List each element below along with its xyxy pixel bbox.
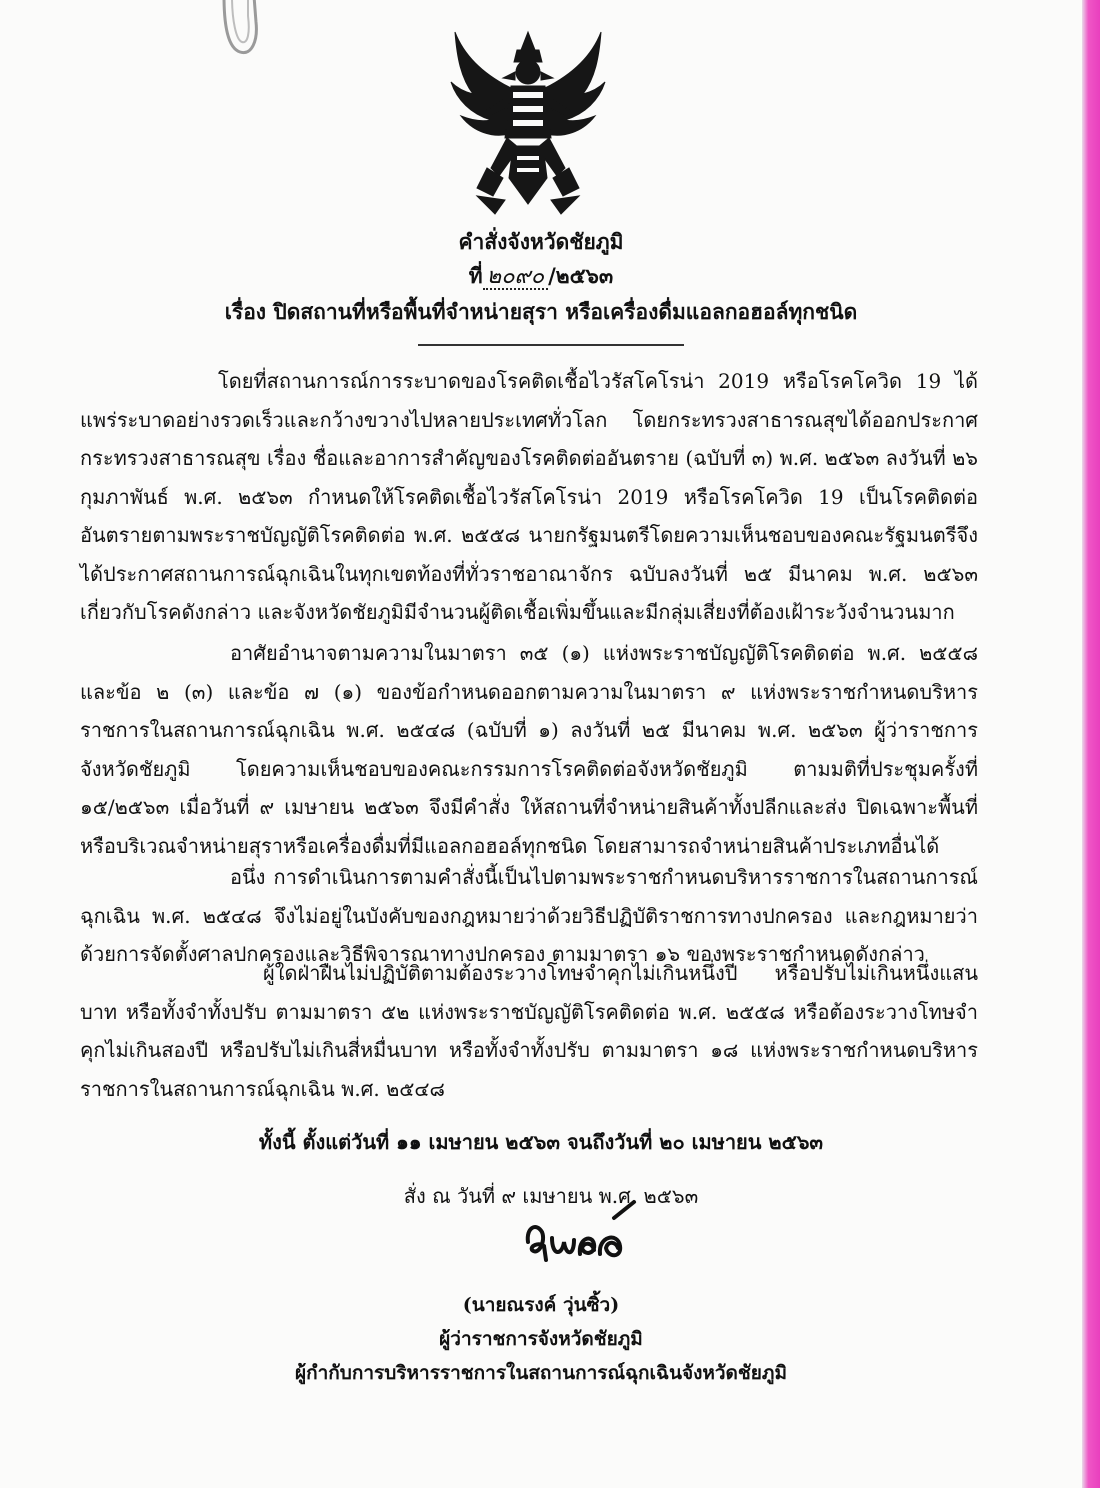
paragraph-2: อาศัยอำนาจตามความในมาตรา ๓๕ (๑) แห่งพระราชบัญญัติโรคติดต่อ พ.ศ. ๒๕๕๘ และข้อ ๒ (๓) และข้อ ๗ (๑) ของข้อกำหนดออกตามความในมาตรา ๙ แห่งพระราชกำหนดบริหารราชการในสถานการณ์ฉุกเฉิน พ.ศ. ๒๕๔๘ (ฉบับที่ ๑) ลงวันที่ ๒๕ มีนาคม พ.ศ. ๒๕๖๓ ผู้ว่าราชการจังหวัดชัยภูมิ โดยความเห็นชอบของคณะกรรมการโรคติดต่อจังหวัดชัยภูมิ ตามมติที่ประชุมครั้งที่ ๑๕/๒๕๖๓ เมื่อวันที่ ๙ เมษายน ๒๕๖๓ จึงมีคำสั่ง ให้สถานที่จำหน่ายสินค้าทั้งปลีกและส่ง ปิดเฉพาะพื้นที่หรือบริเวณจำหน่ายสุราหรือเครื่องดื่มที่มีแอลกอฮอล์ทุกชนิด โดยสามารถจำหน่ายสินค้าประเภทอื่นได้ xyxy=(80,641,978,858)
divider xyxy=(418,344,684,346)
paper-clip-icon xyxy=(218,0,264,58)
order-number-prefix: ที่ xyxy=(468,263,483,288)
paragraph-1: โดยที่สถานการณ์การระบาดของโรคติดเชื้อไวรัสโคโรน่า 2019 หรือโรคโควิด 19 ได้แพร่ระบาดอย่างรวดเร็วและกว้างขวางไปหลายประเทศทั่วโลก โดยกระทรวงสาธารณสุขได้ออกประกาศกระทรวงสาธารณสุข เรื่อง ชื่อและอาการสำคัญของโรคติดต่ออันตราย (ฉบับที่ ๓) พ.ศ. ๒๕๖๓ ลงวันที่ ๒๖ กุมภาพันธ์ พ.ศ. ๒๕๖๓ กำหนดให้โรคติดเชื้อไวรัสโคโรน่า 2019 หรือโรคโควิด 19 เป็นโรคติดต่ออันตรายตามพระราชบัญญัติโรคติดต่อ พ.ศ. ๒๕๕๘ นายกรัฐมนตรีโดยความเห็นชอบของคณะรัฐมนตรีจึงได้ประกาศสถานการณ์ฉุกเฉินในทุกเขตท้องที่ทั่วราชอาณาจักร ฉบับลงวันที่ ๒๕ มีนาคม พ.ศ. ๒๕๖๓ เกี่ยวกับโรคดังกล่าว และจังหวัดชัยภูมิมีจำนวนผู้ติดเชื้อเพิ่มขึ้นและมีกลุ่มเสี่ยงที่ต้องเฝ้าระวังจำนวนมาก xyxy=(80,369,978,624)
paragraph-4: ผู้ใดฝ่าฝืนไม่ปฏิบัติตามต้องระวางโทษจำคุกไม่เกินหนึ่งปี หรือปรับไม่เกินหนึ่งแสนบาท หรือทั้งจำทั้งปรับ ตามมาตรา ๕๒ แห่งพระราชบัญญัติโรคติดต่อ พ.ศ. ๒๕๕๘ หรือต้องระวางโทษจำคุกไม่เกินสองปี หรือปรับไม่เกินสี่หมื่นบาท หรือทั้งจำทั้งปรับ ตามมาตรา ๑๘ แห่งพระราชกำหนดบริหารราชการในสถานการณ์ฉุกเฉิน พ.ศ. ๒๕๔๘ xyxy=(80,961,978,1101)
document-title: คำสั่งจังหวัดชัยภูมิ xyxy=(458,229,624,254)
order-date: สั่ง ณ วันที่ ๙ เมษายน พ.ศ. ๒๕๖๓ xyxy=(403,1184,699,1208)
pink-folder-edge xyxy=(1082,0,1100,1488)
effective-period: ทั้งนี้ ตั้งแต่วันที่ ๑๑ เมษายน ๒๕๖๓ จนถึงวันที่ ๒๐ เมษายน ๒๕๖๓ xyxy=(258,1130,824,1154)
garuda-emblem-icon xyxy=(447,28,609,218)
handwritten-signature xyxy=(522,1198,642,1276)
document-subject: เรื่อง ปิดสถานที่หรือพื้นที่จำหน่ายสุรา หรือเครื่องดื่มแอลกอฮอล์ทุกชนิด xyxy=(224,299,858,324)
paragraph-3: อนึ่ง การดำเนินการตามคำสั่งนี้เป็นไปตามพระราชกำหนดบริหารราชการในสถานการณ์ฉุกเฉิน พ.ศ. ๒๕๔๘ จึงไม่อยู่ในบังคับของกฎหมายว่าด้วยวิธีปฏิบัติราชการทางปกครอง และกฎหมายว่าด้วยการจัดตั้งศาลปกครองและวิธีพิจารณาทางปกครอง ตามมาตรา ๑๖ ของพระราชกำหนดดังกล่าว xyxy=(80,865,978,966)
signatory-position: ผู้ว่าราชการจังหวัดชัยภูมิ xyxy=(439,1328,643,1350)
signatory-role: ผู้กำกับการบริหารราชการในสถานการณ์ฉุกเฉินจังหวัดชัยภูมิ xyxy=(295,1362,787,1384)
order-number-suffix: /๒๕๖๓ xyxy=(548,263,614,288)
order-number xyxy=(0,258,1082,293)
order-number-handwritten: ๒๐๙๐ xyxy=(483,263,548,290)
signatory-name: (นายณรงค์ วุ่นซิ้ว) xyxy=(462,1294,620,1316)
